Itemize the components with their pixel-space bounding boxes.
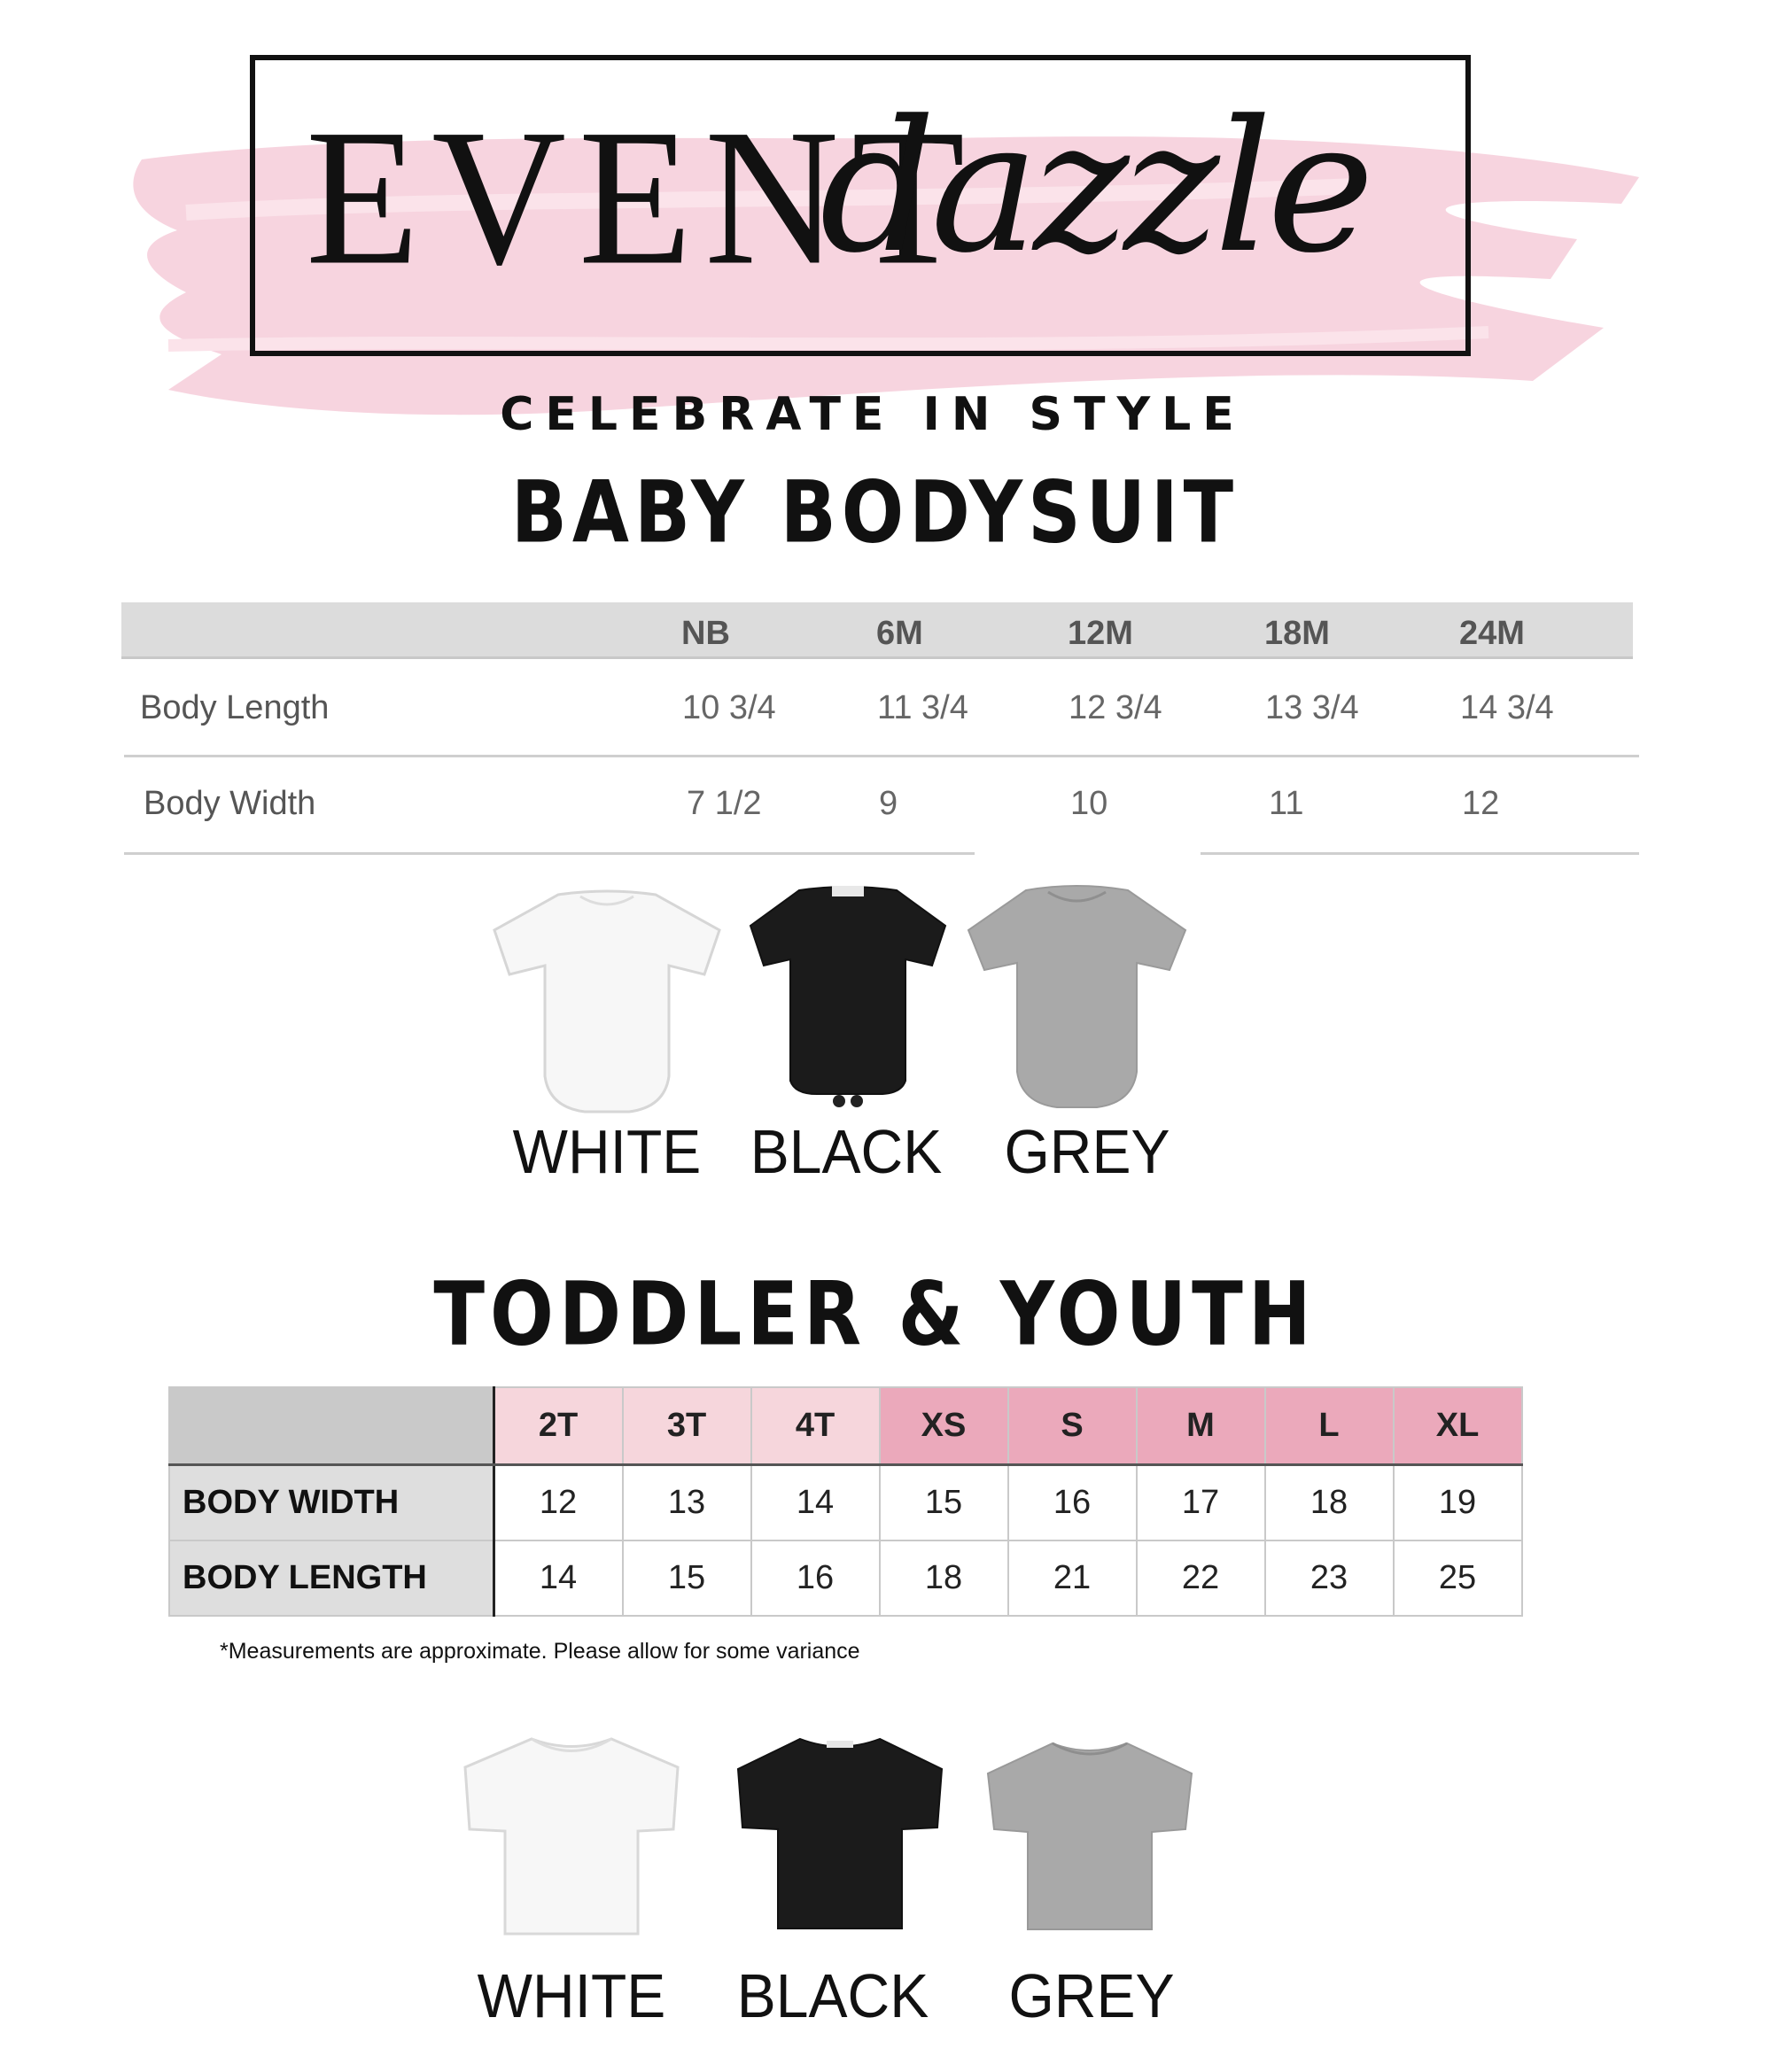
baby-section-title: BABY BODYSUIT — [510, 462, 1240, 563]
toddler-cell: 14 — [751, 1465, 880, 1541]
tagline: CELEBRATE IN STYLE — [500, 388, 1246, 441]
toddler-size-xs: XS — [880, 1387, 1008, 1465]
toddler-size-l: L — [1265, 1387, 1394, 1465]
grey-bodysuit-image — [964, 881, 1190, 1116]
baby-row-divider — [124, 755, 1639, 757]
white-bodysuit-image — [487, 886, 727, 1121]
toddler-cell: 18 — [880, 1540, 1008, 1616]
baby-size-18m: 18M — [1264, 615, 1330, 652]
bodysuit-shape — [750, 887, 945, 1094]
toddler-cell: 25 — [1394, 1540, 1522, 1616]
toddler-header-row — [169, 1387, 1522, 1465]
toddler-cell: 22 — [1137, 1540, 1265, 1616]
black-tshirt-image — [734, 1732, 946, 1936]
toddler-color-label-grey: GREY — [1008, 1961, 1175, 2030]
toddler-cell: 13 — [623, 1465, 751, 1541]
baby-size-24m: 24M — [1459, 615, 1525, 652]
toddler-cell: 15 — [880, 1465, 1008, 1541]
baby-row-label: Body Length — [140, 689, 330, 726]
black-bodysuit-image — [746, 881, 950, 1112]
grey-tshirt-image — [983, 1736, 1196, 1936]
toddler-cell: 19 — [1394, 1465, 1522, 1541]
white-tshirt-image — [456, 1732, 687, 1940]
baby-cell: 11 — [1269, 785, 1304, 822]
toddler-row-label: BODY WIDTH — [169, 1465, 494, 1541]
baby-color-label-grey: GREY — [1004, 1117, 1170, 1186]
baby-color-label-white: WHITE — [512, 1117, 702, 1186]
toddler-row-width — [169, 1465, 1522, 1541]
toddler-color-label-white: WHITE — [477, 1961, 666, 2030]
baby-cell: 13 3/4 — [1265, 689, 1359, 726]
logo-word-event: EVENT — [306, 89, 978, 306]
toddler-row-label: BODY LENGTH — [169, 1540, 494, 1616]
toddler-cell: 17 — [1137, 1465, 1265, 1541]
table-corner — [169, 1387, 494, 1465]
tshirt-shape — [988, 1743, 1192, 1929]
toddler-size-2t: 2T — [494, 1387, 623, 1465]
toddler-size-table — [168, 1386, 1523, 1617]
baby-cell: 10 — [1070, 785, 1108, 822]
toddler-size-xl: XL — [1394, 1387, 1522, 1465]
toddler-cell: 12 — [494, 1465, 623, 1541]
baby-size-6m: 6M — [876, 615, 923, 652]
tshirt-shape — [738, 1739, 942, 1928]
toddler-size-4t: 4T — [751, 1387, 880, 1465]
toddler-cell: 16 — [1008, 1465, 1137, 1541]
toddler-cell: 15 — [623, 1540, 751, 1616]
logo-word-dazzle: dazzle — [820, 82, 1370, 293]
baby-row-label: Body Width — [144, 785, 316, 822]
baby-size-nb: NB — [681, 615, 730, 652]
baby-row-divider — [1201, 852, 1639, 855]
baby-cell: 10 3/4 — [682, 689, 776, 726]
baby-cell: 7 1/2 — [687, 785, 762, 822]
tshirt-shape — [465, 1739, 678, 1934]
toddler-cell: 16 — [751, 1540, 880, 1616]
baby-size-header — [121, 602, 1633, 659]
toddler-cell: 14 — [494, 1540, 623, 1616]
toddler-cell: 18 — [1265, 1465, 1394, 1541]
bodysuit-shape — [494, 891, 719, 1112]
toddler-color-label-black: BLACK — [736, 1961, 929, 2030]
baby-cell: 9 — [879, 785, 898, 822]
toddler-size-3t: 3T — [623, 1387, 751, 1465]
toddler-section-title: TODDLER & YOUTH — [433, 1264, 1317, 1366]
baby-cell: 11 3/4 — [877, 689, 968, 726]
toddler-cell: 21 — [1008, 1540, 1137, 1616]
baby-cell: 12 3/4 — [1069, 689, 1162, 726]
toddler-row-length — [169, 1540, 1522, 1616]
bodysuit-shape — [968, 886, 1185, 1107]
baby-cell: 12 — [1462, 785, 1500, 822]
baby-row-divider — [124, 852, 975, 855]
toddler-size-m: M — [1137, 1387, 1265, 1465]
measurement-note: *Measurements are approximate. Please allow for some variance — [220, 1639, 860, 1664]
toddler-cell: 23 — [1265, 1540, 1394, 1616]
baby-cell: 14 3/4 — [1460, 689, 1554, 726]
toddler-size-s: S — [1008, 1387, 1137, 1465]
baby-size-12m: 12M — [1068, 615, 1133, 652]
baby-color-label-black: BLACK — [750, 1117, 943, 1186]
